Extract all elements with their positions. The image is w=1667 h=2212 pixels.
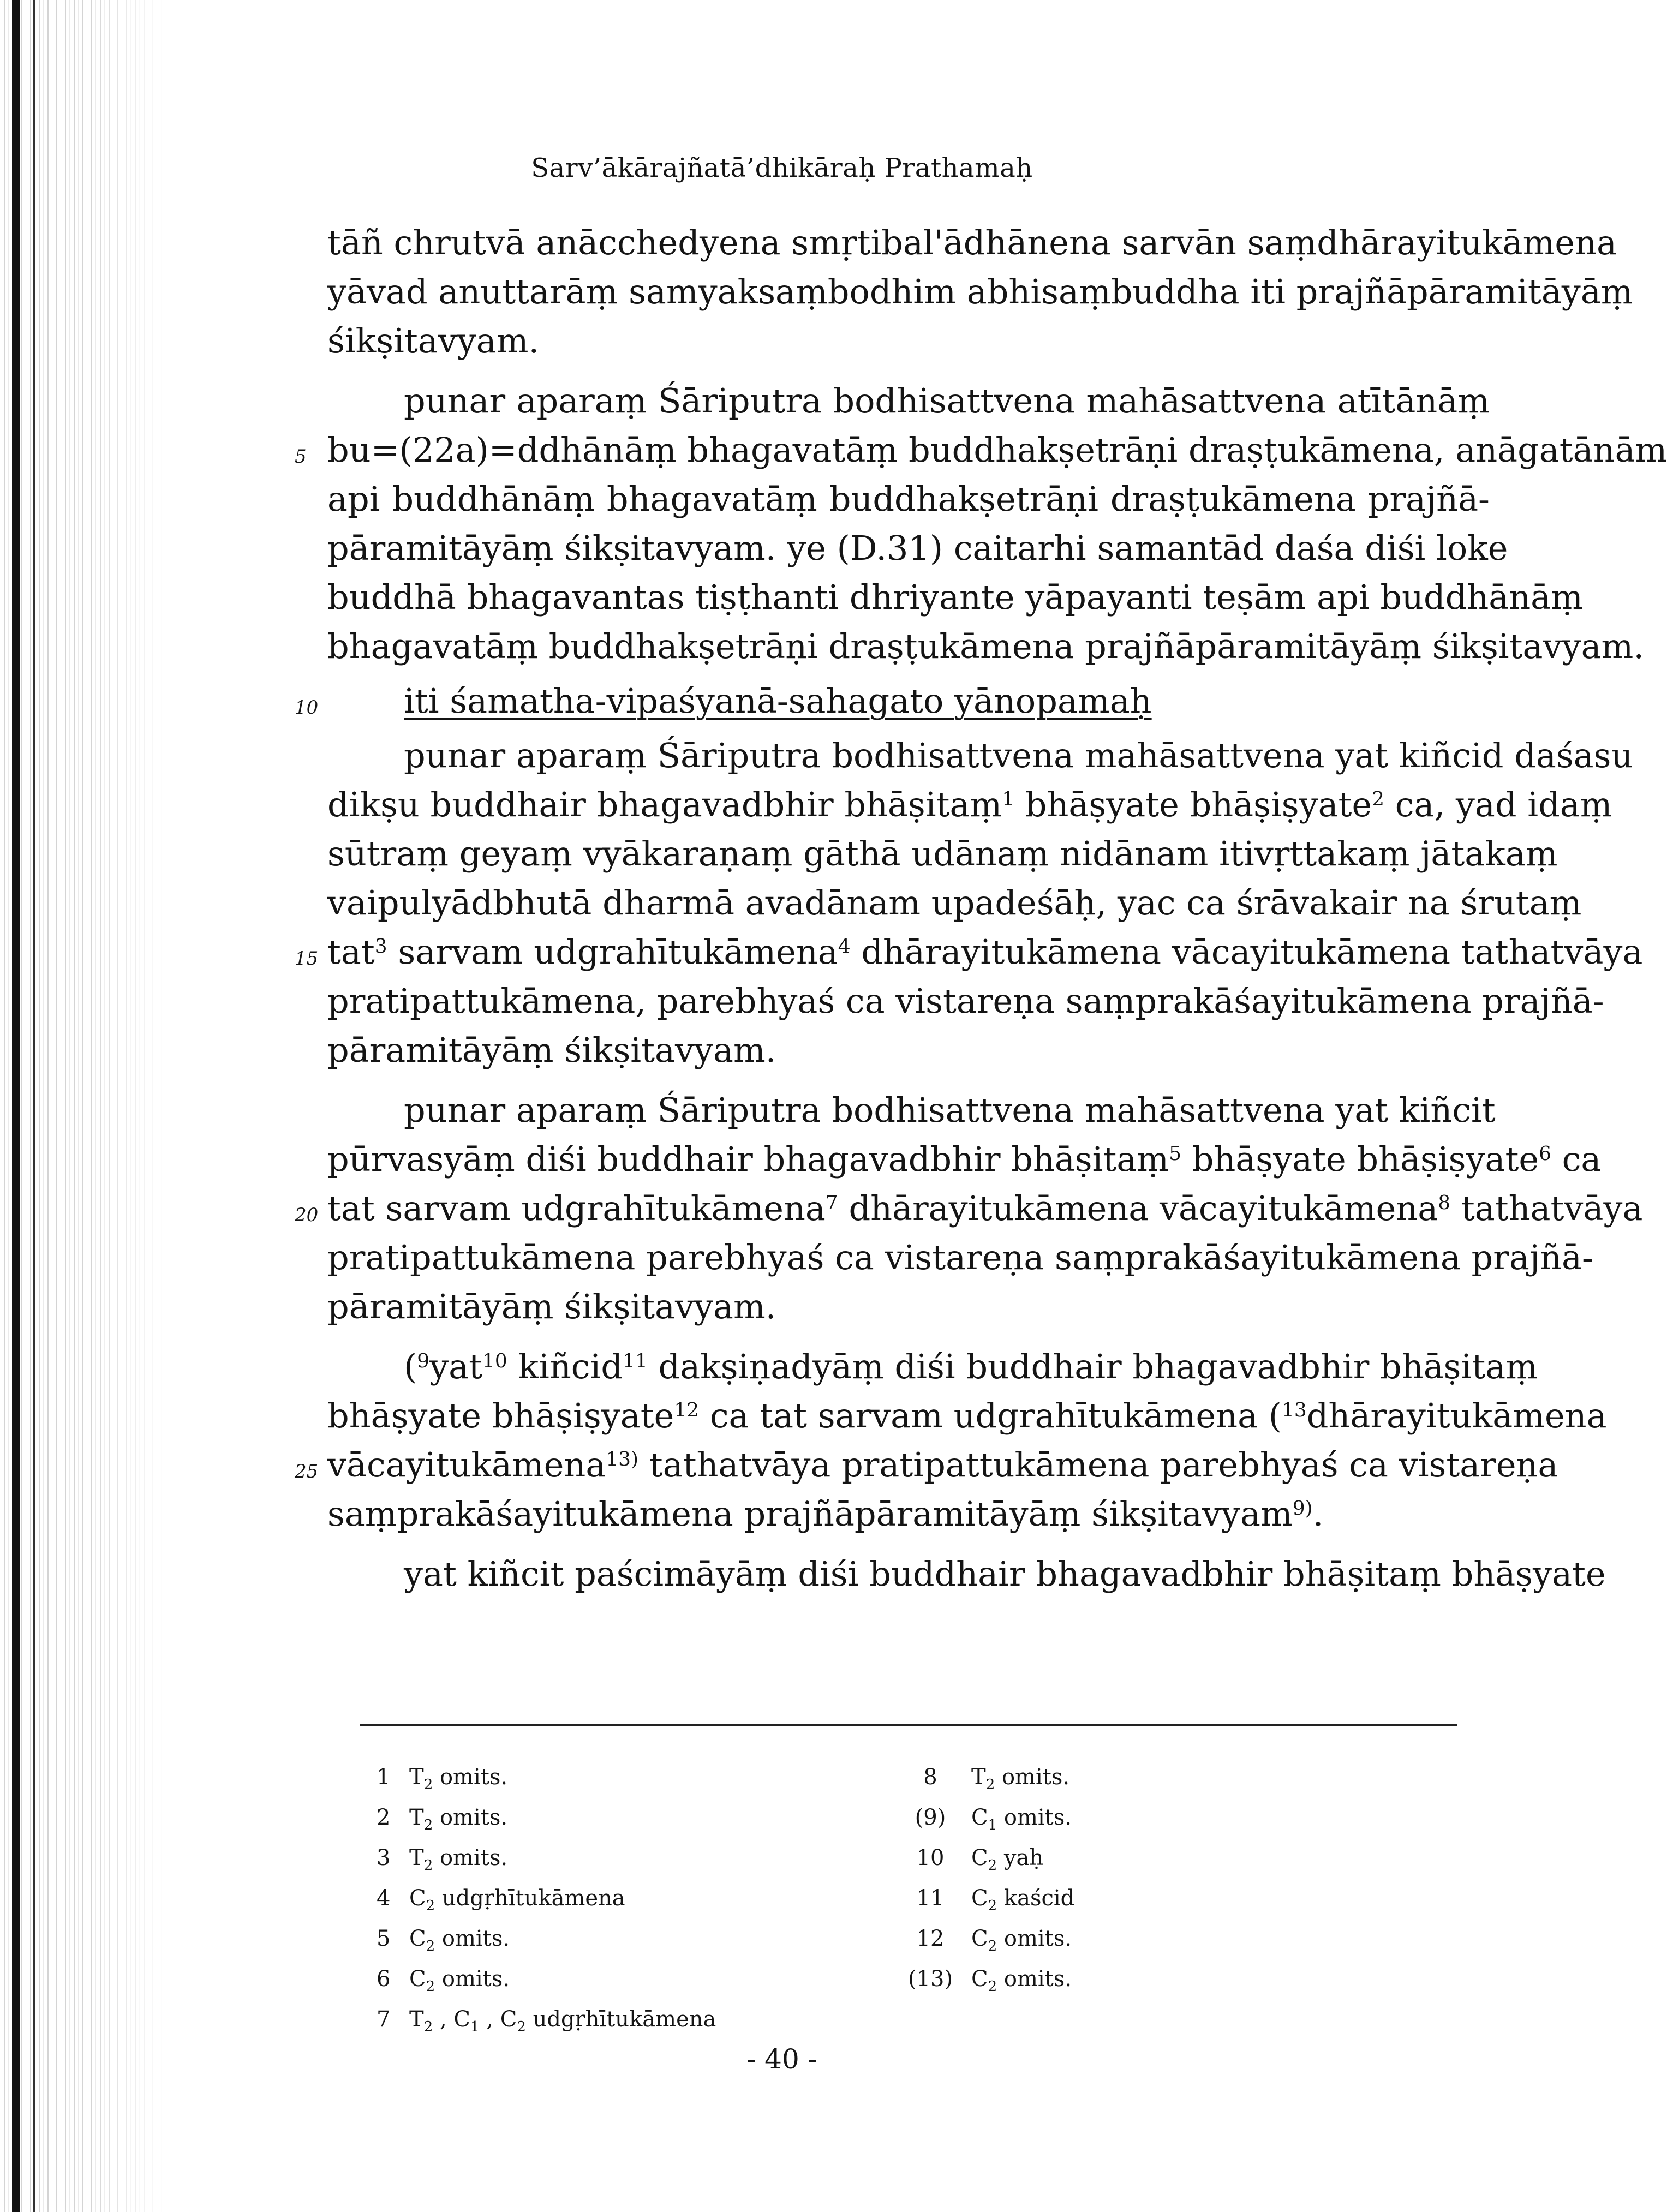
footnote-divider [360,1724,1457,1726]
footnote: (9) $C_1$ omits. [915,1805,1072,1834]
text-line: śikṣitavyam. [327,321,540,361]
text-line: yāvad anuttarāṃ samyaksaṃbodhim abhisaṃbuddha iti prajñāpāramitāyāṃ [327,272,1633,312]
footnote: 8 $T_2$ omits. [923,1765,1070,1793]
line-number: 25 [295,1461,319,1482]
text-line: pāramitāyāṃ śikṣitavyam. ye (D.31) caitarhi samantād daśa diśi loke [327,528,1508,568]
line-number: 10 [295,697,319,719]
text-line: 15 tat$^3$ sarvam udgrahītukāmena$^4$ dhārayitukāmena vācayitukāmena tathatvāya [327,928,1490,977]
text-line: 5 bu=(22a)=ddhānāṃ bhagavatāṃ buddhakṣetrāṇi draṣṭukāmena, anāgatānām [327,426,1490,475]
footnote: 3 $T_2$ omits. [377,1845,508,1874]
section-heading: 10 iti śamatha-vipaśyanā-sahagato yānopamaḥ [327,677,1490,726]
text-line: buddhā bhagavantas tiṣṭhanti dhriyante yāpayanti teṣām api buddhānāṃ [327,577,1583,617]
text-line: 20 tat sarvam udgrahītukāmena$^7$ dhārayitukāmena vācayitukāmena$^8$ tathatvāya [327,1184,1490,1233]
footnote: 12 $C_2$ omits. [916,1926,1072,1955]
text-line: yat kiñcit paścimāyāṃ diśi buddhair bhagavadbhir bhāṣitaṃ bhāṣyate [404,1554,1606,1594]
footnote: 11 $C_2$ kaścid [916,1886,1075,1915]
footnote: 10 $C_2$ yaḥ [916,1845,1044,1874]
text-line: pāramitāyāṃ śikṣitavyam. [327,1287,776,1326]
footnote: (13) $C_2$ omits. [907,1966,1072,1995]
footnote: 1 $T_2$ omits. [377,1765,508,1793]
text-line: pratipattukāmena, parebhyaś ca vistareṇa saṃprakāśayitukāmena prajñā- [327,981,1604,1021]
text-line: api buddhānāṃ bhagavatāṃ buddhakṣetrāṇi draṣṭukāmena prajñā- [327,479,1490,519]
line-number: 20 [295,1204,319,1226]
text-line: pūrvasyāṃ diśi buddhair bhagavadbhir bhāṣitaṃ$^5$ bhāṣyate bhāṣiṣyate$^6$ ca [327,1139,1602,1179]
text-line: vaipulyādbhutā dharmā avadānam upadeśāḥ, yac ca śrāvakair na śrutaṃ [327,883,1582,923]
text-line: sūtraṃ geyaṃ vyākaraṇaṃ gāthā udānaṃ nidānam itivṛttakaṃ jātakaṃ [327,834,1558,874]
text-line: pratipattukāmena parebhyaś ca vistareṇa saṃprakāśayitukāmena prajñā- [327,1237,1593,1277]
footnotes-right [900,1757,1074,1999]
line-number: 15 [295,948,319,970]
footnote: 6 $C_2$ omits. [377,1966,510,1995]
text-line: tāñ chrutvā anācchedyena smṛtibal'ādhānena sarvān saṃdhārayitukāmena [327,223,1617,262]
text-line: ($^9$yat$^{10}$ kiñcid$^{11}$ dakṣiṇadyāṃ diśi buddhair bhagavadbhir bhāṣitaṃ [404,1347,1538,1386]
line-number: 5 [295,446,307,468]
footnote: 2 $T_2$ omits. [377,1805,508,1834]
page-number: - 40 - [746,2043,817,2075]
running-head: Sarv’ākārajñatā’dhikāraḥ Prathamaḥ [531,153,1033,183]
text-line: pāramitāyāṃ śikṣitavyam. [327,1030,776,1070]
footnote: 7 $T_2$ , $C_1$ , $C_2$ udgṛhītukāmena [377,2007,716,2036]
text-line: bhagavatāṃ buddhakṣetrāṇi draṣṭukāmena prajñāpāramitāyāṃ śikṣitavyam. [327,626,1645,666]
text-line: punar aparaṃ Śāriputra bodhisattvena mahāsattvena yat kiñcid daśasu [404,736,1633,775]
text-line: bhāṣyate bhāṣiṣyate$^{12}$ ca tat sarvam udgrahītukāmena ($^{13}$dhārayitukāmena [327,1396,1607,1436]
book-binding-edge-inner [33,0,35,2212]
book-binding-shadow [0,0,164,2212]
text-line: 25 vācayitukāmena$^{13)}$ tathatvāya pratipattukāmena parebhyaś ca vistareṇa [327,1440,1490,1490]
footnotes-left [377,1757,716,2040]
text-line: dikṣu buddhair bhagavadbhir bhāṣitaṃ$^1$ bhāṣyate bhāṣiṣyate$^2$ ca, yad idaṃ [327,785,1612,824]
text-line: saṃprakāśayitukāmena prajñāpāramitāyāṃ śikṣitavyam$^{9)}$. [327,1494,1324,1534]
text-line: punar aparaṃ Śāriputra bodhisattvena mahāsattvena yat kiñcit [404,1090,1496,1130]
book-binding-edge [12,0,20,2212]
footnote: 4 $C_2$ udgṛhītukāmena [377,1886,625,1915]
footnote: 5 $C_2$ omits. [377,1926,510,1955]
text-line: punar aparaṃ Śāriputra bodhisattvena mahāsattvena atītānāṃ [404,381,1490,421]
